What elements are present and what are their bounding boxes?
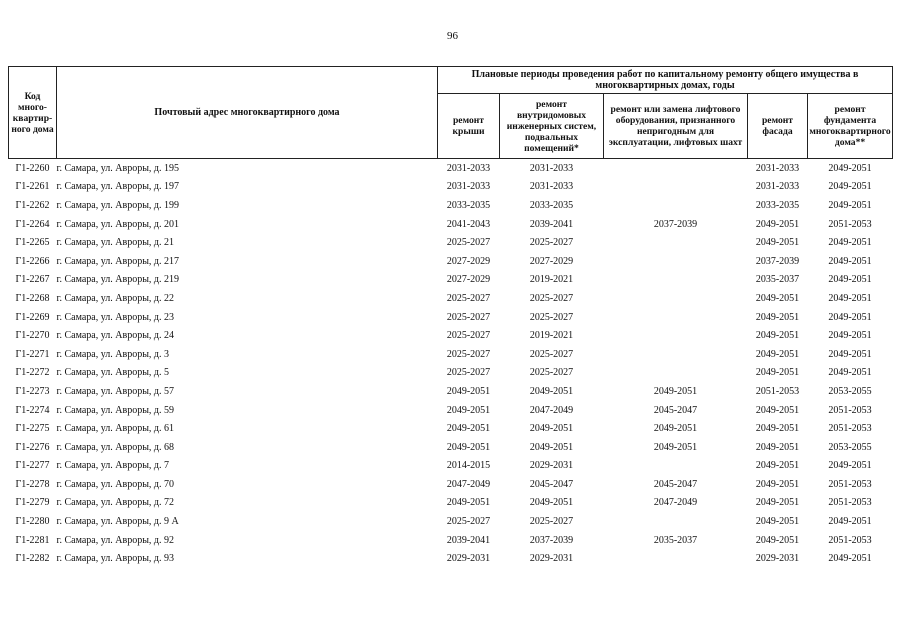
table-row [9, 419, 893, 438]
row-address: г. Самара, ул. Авроры, д. 72 [56, 497, 175, 509]
row-facade: 2049-2051 [755, 478, 800, 490]
row-code: Г1-2265 [15, 237, 50, 249]
table-row [9, 364, 893, 383]
row-code: Г1-2270 [15, 330, 50, 342]
row-elevator [604, 326, 748, 345]
row-elevator: 2045-2047 [653, 404, 698, 416]
row-foundation: 2051-2053 [828, 534, 872, 546]
row-foundation: 2051-2053 [828, 404, 872, 416]
row-elevator [604, 252, 748, 271]
row-engineering: 2045-2047 [529, 478, 574, 490]
table-row [9, 326, 893, 345]
row-roof: 2025-2027 [446, 330, 491, 342]
row-foundation: 2049-2051 [828, 237, 872, 249]
row-foundation: 2051-2053 [828, 423, 872, 435]
row-roof: 2027-2029 [446, 255, 491, 267]
row-elevator [604, 364, 748, 383]
row-engineering: 2047-2049 [529, 404, 574, 416]
row-roof: 2049-2051 [446, 385, 491, 397]
row-code: Г1-2271 [15, 348, 50, 360]
table-row [9, 382, 893, 401]
header-roof: ремонт крыши [438, 94, 500, 159]
table-row [9, 457, 893, 476]
row-engineering: 2025-2027 [529, 348, 574, 360]
row-foundation: 2049-2051 [828, 311, 872, 323]
row-facade: 2049-2051 [755, 423, 800, 435]
row-elevator [604, 159, 748, 178]
row-roof: 2025-2027 [446, 311, 491, 323]
row-foundation: 2049-2051 [828, 162, 872, 174]
row-engineering: 2031-2033 [529, 162, 574, 174]
row-elevator: 2049-2051 [653, 385, 698, 397]
row-address: г. Самара, ул. Авроры, д. 93 [56, 553, 175, 565]
row-facade: 2049-2051 [755, 404, 800, 416]
row-code: Г1-2272 [15, 367, 50, 379]
row-code: Г1-2281 [15, 534, 50, 546]
row-foundation: 2049-2051 [828, 367, 872, 379]
row-elevator: 2035-2037 [653, 534, 698, 546]
row-engineering: 2025-2027 [529, 516, 574, 528]
row-foundation: 2049-2051 [828, 274, 872, 286]
row-facade: 2031-2033 [755, 162, 800, 174]
table-row [9, 252, 893, 271]
table-row [9, 512, 893, 531]
row-foundation: 2053-2055 [828, 385, 872, 397]
row-facade: 2049-2051 [755, 311, 800, 323]
row-foundation: 2049-2051 [828, 255, 872, 267]
row-elevator: 2049-2051 [653, 423, 698, 435]
row-address: г. Самара, ул. Авроры, д. 195 [56, 162, 180, 174]
row-code: Г1-2276 [15, 441, 50, 453]
row-facade: 2049-2051 [755, 367, 800, 379]
row-address: г. Самара, ул. Авроры, д. 5 [56, 367, 170, 379]
table-body [9, 159, 893, 569]
row-code: Г1-2268 [15, 292, 50, 304]
row-facade: 2035-2037 [755, 274, 800, 286]
row-engineering: 2039-2041 [529, 218, 574, 230]
row-elevator [604, 549, 748, 568]
row-address: г. Самара, ул. Авроры, д. 3 [56, 348, 170, 360]
row-roof: 2031-2033 [446, 162, 491, 174]
row-elevator [604, 512, 748, 531]
header-elevator: ремонт или замена лифтового оборудования, признанного непригодным для эксплуатации, лифтовых шахт [604, 94, 748, 159]
row-foundation: 2049-2051 [828, 181, 872, 193]
row-address: г. Самара, ул. Авроры, д. 92 [56, 534, 175, 546]
row-engineering: 2037-2039 [529, 534, 574, 546]
row-elevator [604, 178, 748, 197]
row-code: Г1-2279 [15, 497, 50, 509]
row-elevator: 2049-2051 [653, 441, 698, 453]
table-row [9, 494, 893, 513]
row-engineering: 2049-2051 [529, 497, 574, 509]
row-foundation: 2049-2051 [828, 460, 872, 472]
row-foundation: 2049-2051 [828, 516, 872, 528]
row-address: г. Самара, ул. Авроры, д. 68 [56, 441, 175, 453]
row-foundation: 2049-2051 [828, 553, 872, 565]
row-roof: 2047-2049 [446, 478, 491, 490]
row-facade: 2049-2051 [755, 497, 800, 509]
row-roof: 2025-2027 [446, 237, 491, 249]
row-address: г. Самара, ул. Авроры, д. 197 [56, 181, 180, 193]
table-row [9, 159, 893, 178]
header-code: Код много-квартир-ного дома [9, 67, 57, 159]
row-address: г. Самара, ул. Авроры, д. 61 [56, 423, 175, 435]
row-engineering: 2019-2021 [529, 274, 574, 286]
row-elevator: 2045-2047 [653, 478, 698, 490]
row-address: г. Самара, ул. Авроры, д. 23 [56, 311, 175, 323]
row-foundation: 2051-2053 [828, 497, 872, 509]
row-facade: 2037-2039 [755, 255, 800, 267]
row-foundation: 2049-2051 [828, 199, 872, 211]
row-elevator [604, 271, 748, 290]
table-row [9, 178, 893, 197]
row-facade: 2049-2051 [755, 292, 800, 304]
row-engineering: 2049-2051 [529, 385, 574, 397]
row-code: Г1-2274 [15, 404, 50, 416]
table-row [9, 289, 893, 308]
row-foundation: 2049-2051 [828, 330, 872, 342]
row-facade: 2049-2051 [755, 516, 800, 528]
row-foundation: 2051-2053 [828, 478, 872, 490]
row-code: Г1-2262 [15, 199, 50, 211]
table-row [9, 308, 893, 327]
row-elevator [604, 233, 748, 252]
row-roof: 2039-2041 [446, 534, 491, 546]
row-address: г. Самара, ул. Авроры, д. 201 [56, 218, 180, 230]
row-engineering: 2025-2027 [529, 311, 574, 323]
row-roof: 2049-2051 [446, 404, 491, 416]
row-address: г. Самара, ул. Авроры, д. 57 [56, 385, 175, 397]
row-engineering: 2033-2035 [529, 199, 574, 211]
row-address: г. Самара, ул. Авроры, д. 7 [56, 460, 170, 472]
row-roof: 2049-2051 [446, 423, 491, 435]
row-roof: 2029-2031 [446, 553, 491, 565]
row-foundation: 2053-2055 [828, 441, 872, 453]
row-engineering: 2025-2027 [529, 237, 574, 249]
table-row [9, 233, 893, 252]
row-roof: 2049-2051 [446, 497, 491, 509]
row-code: Г1-2264 [15, 218, 50, 230]
row-code: Г1-2278 [15, 478, 50, 490]
row-elevator [604, 196, 748, 215]
row-engineering: 2029-2031 [529, 553, 574, 565]
row-facade: 2049-2051 [755, 534, 800, 546]
row-facade: 2049-2051 [755, 441, 800, 453]
row-address: г. Самара, ул. Авроры, д. 24 [56, 330, 175, 342]
row-engineering: 2027-2029 [529, 255, 574, 267]
row-facade: 2049-2051 [755, 348, 800, 360]
header-engineering: ремонт внутридомовых инженерных систем, подвальных помещений* [500, 94, 604, 159]
row-facade: 2031-2033 [755, 181, 800, 193]
row-foundation: 2051-2053 [828, 218, 872, 230]
row-code: Г1-2273 [15, 385, 50, 397]
row-engineering: 2025-2027 [529, 367, 574, 379]
row-elevator: 2037-2039 [653, 218, 698, 230]
row-facade: 2051-2053 [755, 385, 800, 397]
page-number: 96 [447, 30, 458, 42]
table-row [9, 531, 893, 550]
row-code: Г1-2282 [15, 553, 50, 565]
row-engineering: 2031-2033 [529, 181, 574, 193]
row-code: Г1-2277 [15, 460, 50, 472]
row-engineering: 2029-2031 [529, 460, 574, 472]
table-row [9, 271, 893, 290]
header-foundation: ремонт фундамента многоквартирного дома** [808, 94, 893, 159]
row-roof: 2027-2029 [446, 274, 491, 286]
row-code: Г1-2266 [15, 255, 50, 267]
table-header [9, 67, 893, 159]
header-planned-periods: Плановые периоды проведения работ по капитальному ремонту общего имущества в многоквартирных домах, годы [438, 67, 893, 94]
row-facade: 2049-2051 [755, 237, 800, 249]
row-code: Г1-2267 [15, 274, 50, 286]
row-code: Г1-2261 [15, 181, 50, 193]
row-roof: 2025-2027 [446, 292, 491, 304]
row-address: г. Самара, ул. Авроры, д. 22 [56, 292, 175, 304]
row-roof: 2049-2051 [446, 441, 491, 453]
row-roof: 2041-2043 [446, 218, 491, 230]
table-row [9, 549, 893, 568]
row-code: Г1-2269 [15, 311, 50, 323]
row-address: г. Самара, ул. Авроры, д. 59 [56, 404, 175, 416]
row-elevator [604, 308, 748, 327]
table-row [9, 196, 893, 215]
table-row [9, 438, 893, 457]
row-elevator [604, 345, 748, 364]
row-roof: 2025-2027 [446, 516, 491, 528]
row-facade: 2033-2035 [755, 199, 800, 211]
row-engineering: 2019-2021 [529, 330, 574, 342]
row-engineering: 2025-2027 [529, 292, 574, 304]
table-row [9, 401, 893, 420]
row-elevator: 2047-2049 [653, 497, 698, 509]
row-foundation: 2049-2051 [828, 348, 872, 360]
row-address: г. Самара, ул. Авроры, д. 9 А [56, 516, 179, 528]
table-row [9, 475, 893, 494]
header-address: Почтовый адрес многоквартирного дома [57, 67, 438, 159]
row-address: г. Самара, ул. Авроры, д. 21 [56, 237, 175, 249]
row-facade: 2029-2031 [755, 553, 800, 565]
row-foundation: 2049-2051 [828, 292, 872, 304]
row-facade: 2049-2051 [755, 460, 800, 472]
row-address: г. Самара, ул. Авроры, д. 199 [56, 199, 180, 211]
header-facade: ремонт фасада [748, 94, 808, 159]
row-engineering: 2049-2051 [529, 423, 574, 435]
row-address: г. Самара, ул. Авроры, д. 70 [56, 478, 175, 490]
table-row [9, 345, 893, 364]
row-elevator [604, 289, 748, 308]
row-facade: 2049-2051 [755, 330, 800, 342]
row-address: г. Самара, ул. Авроры, д. 217 [56, 255, 180, 267]
row-code: Г1-2260 [15, 162, 50, 174]
row-elevator [604, 457, 748, 476]
row-code: Г1-2280 [15, 516, 50, 528]
row-roof: 2033-2035 [446, 199, 491, 211]
row-code: Г1-2275 [15, 423, 50, 435]
row-engineering: 2049-2051 [529, 441, 574, 453]
row-roof: 2014-2015 [446, 460, 491, 472]
repair-schedule-table [8, 66, 893, 568]
row-roof: 2031-2033 [446, 181, 491, 193]
row-roof: 2025-2027 [446, 348, 491, 360]
row-roof: 2025-2027 [446, 367, 491, 379]
table-row [9, 215, 893, 234]
row-facade: 2049-2051 [755, 218, 800, 230]
row-address: г. Самара, ул. Авроры, д. 219 [56, 274, 180, 286]
